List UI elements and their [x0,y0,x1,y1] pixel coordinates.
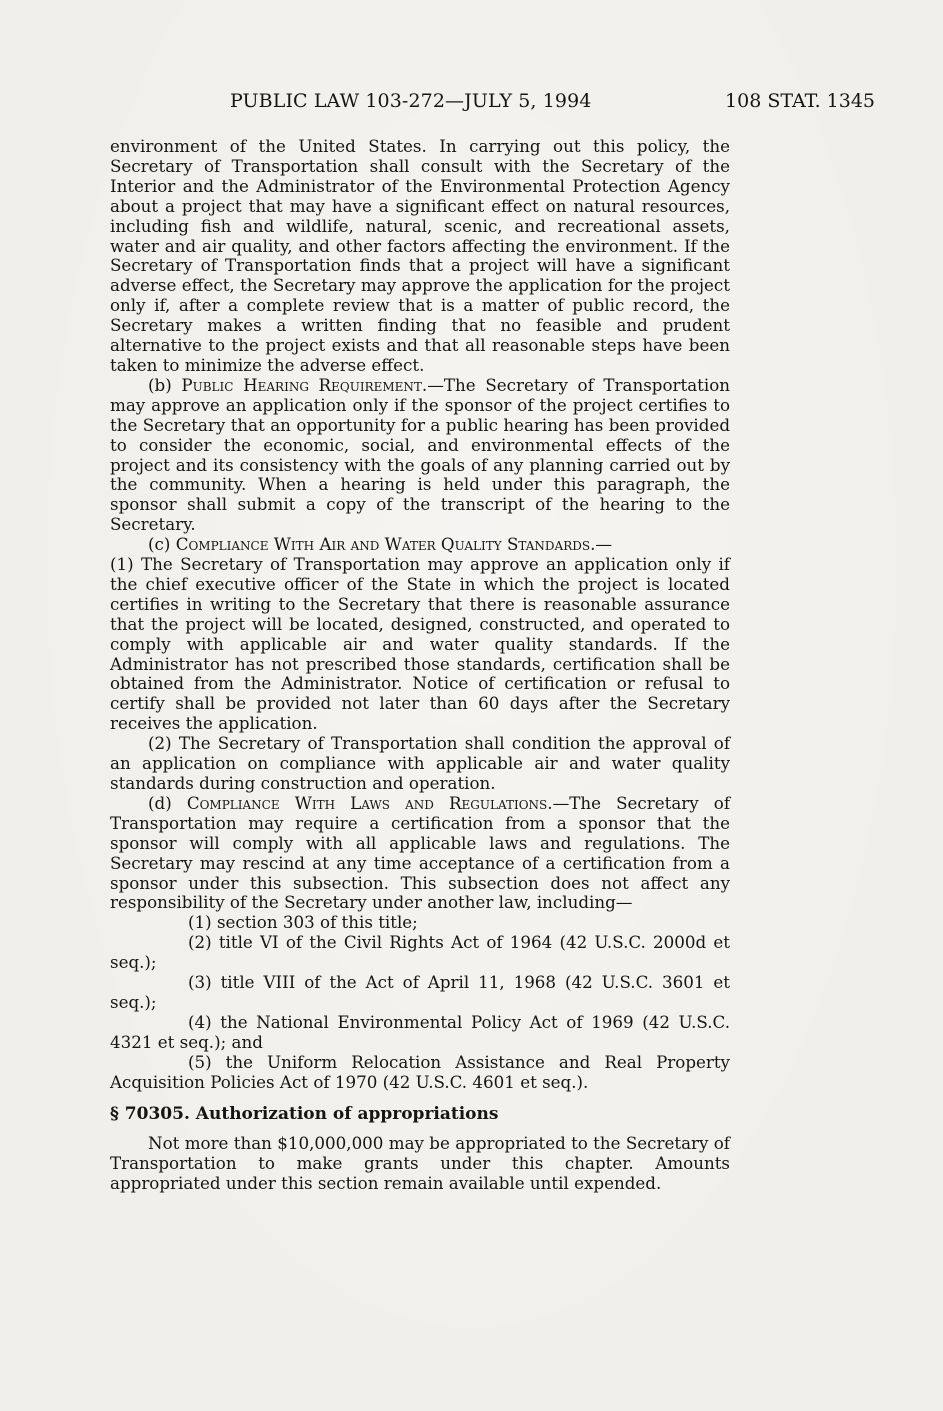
subsection-d-label: (d) [148,792,172,813]
public-law-title: PUBLIC LAW 103-272—JULY 5, 1994 [230,90,592,112]
subsection-c-paragraph-1: (1) The Secretary of Transportation may approve an application only if the chief executive officer of the State in which the project is located certifies in writing to the Secretary that there is reasonable assurance that the project will be located, designed, constructed, and operated to comply with applicable air and water quality standards. If the Administrator has not prescribed those standards, certification shall be obtained from the Administrator. Notice of certification or refusal to certify shall be provided not later than 60 days after the Secretary receives the application. [110,554,730,734]
subsection-d-text: —The Secretary of Transportation may require a certification from a sponsor that the sponsor will comply with all applicable laws and regulations. The Secretary may rescind at any time acceptance of a certification from a sponsor under this subsection. This subsection does not affect any responsibility of the Secretary under another law, including— [110,792,731,913]
subsection-b-text: —The Secretary of Transportation may approve an application only if the sponsor of the project certifies to the Secretary that an opportunity for a public hearing has been provided to consider the economic, social, and environmental effects of the project and its consistency with the goals of any planning carried out by the community. When a hearing is held under this paragraph, the sponsor shall submit a copy of the transcript of the hearing to the Secretary. [110,374,730,535]
statute-page-number: 108 STAT. 1345 [725,90,875,112]
subsection-c-heading: Compliance With Air and Water Quality Standards. [175,534,596,555]
list-item: (3) title VIII of the Act of April 11, 1968 (42 U.S.C. 3601 et seq.); [110,972,730,1012]
list-item: (2) title VI of the Civil Rights Act of 1964 (42 U.S.C. 2000d et seq.); [110,932,730,973]
list-item: (5) the Uniform Relocation Assistance and Real Property Acquisition Policies Act of 1970 (42 U.S.C. 4601 et seq.). [110,1051,730,1092]
section-heading: § 70305. Authorization of appropriations [110,1103,499,1124]
subsection-d [110,794,730,913]
list-item: (1) section 303 of this title; [188,912,418,933]
list-item: (4) the National Environmental Policy Act of 1969 (42 U.S.C. 4321 et seq.); and [110,1011,730,1052]
subsection-c-dash: — [595,534,613,555]
subsection-b [110,376,730,535]
running-header [110,90,875,116]
subsection-b-heading: Public Hearing Requirement. [181,374,428,395]
paragraph-a-continuation: environment of the United States. In carrying out this policy, the Secretary of Transportation shall consult with the Secretary of the Interior and the Administrator of the Environmental Protection Agency about a project that may have a significant effect on natural resources, including fish and wildlife, natural, scenic, and recreational assets, water and air quality, and other factors affecting the environment. If the Secretary of Transportation finds that a project will have a significant adverse effect, the Secretary may approve the application for the project only if, after a complete review that is a matter of public record, the Secretary makes a written finding that no feasible and prudent alternative to the project exists and that all reasonable steps have been taken to minimize the adverse effect. [110,136,730,375]
subsection-b-label: (b) [148,374,172,395]
subsection-c-label: (c) [148,534,171,555]
subsection-d-heading: Compliance With Laws and Regulations. [186,792,553,813]
section-body: Not more than $10,000,000 may be appropriated to the Secretary of Transportation to make grants under this chapter. Amounts appropriated under this section remain available until expended. [110,1133,730,1194]
subsection-c-paragraph-2: (2) The Secretary of Transportation shall condition the approval of an application on compliance with applicable air and water quality standards during construction and operation. [110,733,730,793]
document-body [110,137,730,1194]
subsection-c-heading-line [110,535,730,555]
